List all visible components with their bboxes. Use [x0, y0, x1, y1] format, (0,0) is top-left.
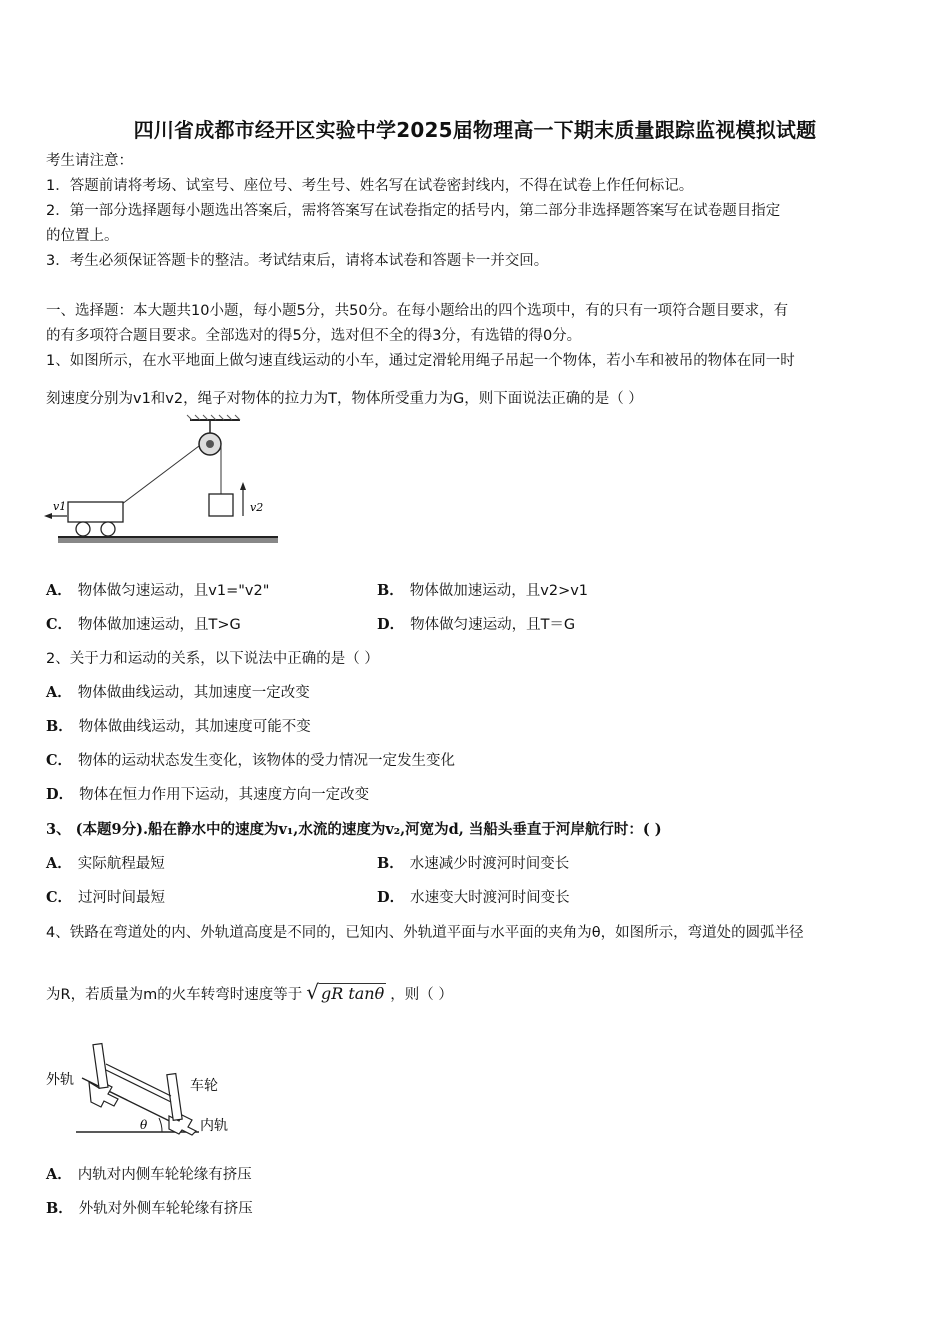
notice-item: 3．考生必须保证答题卡的整洁。考试结束后，请将本试卷和答题卡一并交回。: [46, 253, 549, 269]
wheel-icon: [101, 522, 115, 536]
q4-option-a[interactable]: [46, 1165, 252, 1185]
page-title: 四川省成都市经开区实验中学2025届物理高一下期末质量跟踪监视模拟试题: [133, 118, 817, 142]
question-4-stem-line2: [46, 978, 453, 1009]
option-text: 物体做匀速运动，且T＝G: [410, 617, 576, 633]
q3-option-b[interactable]: [377, 854, 569, 874]
question-2-stem: 2、关于力和运动的关系，以下说法中正确的是（ ）: [46, 651, 379, 667]
q2-option-d[interactable]: [46, 785, 369, 805]
option-label: A．: [46, 684, 72, 701]
option-text: 物体做曲线运动，其加速度可能不变: [78, 719, 311, 735]
option-text: 物体做曲线运动，其加速度一定改变: [77, 685, 310, 701]
wheel-label: 车轮: [190, 1078, 218, 1094]
q3-option-a[interactable]: [46, 854, 165, 874]
option-label: D．: [46, 786, 74, 803]
q1-option-b[interactable]: [377, 581, 588, 601]
v1-label: v1: [53, 500, 67, 513]
option-label: C．: [46, 752, 73, 769]
q4-option-b[interactable]: [46, 1199, 253, 1219]
option-label: B．: [46, 1200, 73, 1217]
v2-label: v2: [250, 501, 264, 514]
option-text: 水速减少时渡河时间变长: [409, 856, 570, 872]
option-label: C．: [46, 889, 73, 906]
option-text: 外轨对外侧车轮轮缘有挤压: [78, 1201, 253, 1217]
q1-option-a[interactable]: [46, 581, 269, 601]
option-label: A．: [46, 582, 72, 599]
cart: [68, 502, 123, 522]
option-label: C．: [46, 616, 73, 633]
option-text: 物体的运动状态发生变化，该物体的受力情况一定发生变化: [78, 753, 456, 769]
notice-heading: 考生请注意：: [46, 153, 133, 169]
option-label: B．: [46, 718, 73, 735]
inner-rail-label: 内轨: [200, 1118, 228, 1134]
section-intro: 的有多项符合题目要求。全部选对的得5分，选对但不全的得3分，有选错的得0分。: [46, 328, 582, 344]
wheel-icon: [76, 522, 90, 536]
option-text: 内轨对内侧车轮轮缘有挤压: [77, 1167, 252, 1183]
pulley-cart-figure: [40, 414, 280, 554]
theta-label: θ: [140, 1118, 148, 1132]
notice-item: 的位置上。: [46, 228, 119, 244]
option-label: A．: [46, 855, 72, 872]
option-label: B．: [377, 582, 404, 599]
option-text: 物体做匀速运动，且v1="v2": [77, 583, 270, 599]
sqrt-formula: √ gR tanθ: [306, 980, 385, 1004]
q4-stem-post: ，则（ ）: [390, 987, 453, 1003]
q2-option-c[interactable]: [46, 751, 455, 771]
option-label: D．: [377, 889, 405, 906]
q3-option-d[interactable]: [377, 888, 570, 908]
q4-stem-pre: 为R，若质量为m的火车转弯时速度等于: [46, 987, 303, 1003]
q1-option-c[interactable]: [46, 615, 241, 635]
option-label: B．: [377, 855, 404, 872]
q2-option-b[interactable]: [46, 717, 311, 737]
banked-rail-figure: [44, 1030, 244, 1138]
formula-radicand: gR tanθ: [320, 984, 385, 1003]
notice-item: 1．答题前请将考场、试室号、座位号、考生号、姓名写在试卷密封线内，不得在试卷上作任何标记。: [46, 178, 694, 194]
option-label: D．: [377, 616, 405, 633]
q2-option-a[interactable]: [46, 683, 310, 703]
question-1-stem: 刻速度分别为v1和v2，绳子对物体的拉力为T，物体所受重力为G，则下面说法正确的是（ ）: [46, 391, 643, 407]
q1-option-d[interactable]: [377, 615, 575, 635]
hanging-block: [209, 494, 233, 516]
option-text: 物体做加速运动，且T>G: [78, 617, 241, 633]
outer-rail-label: 外轨: [46, 1072, 74, 1088]
notice-item: 2．第一部分选择题每小题选出答案后，需将答案写在试卷指定的括号内，第二部分非选择题答案写在试卷题目指定: [46, 203, 781, 219]
option-text: 物体做加速运动，且v2>v1: [409, 583, 589, 599]
option-text: 水速变大时渡河时间变长: [410, 890, 570, 906]
option-label: A．: [46, 1166, 72, 1183]
question-1-stem: 1、如图所示，在水平地面上做匀速直线运动的小车，通过定滑轮用绳子吊起一个物体，若小车和被吊的物体在同一时: [46, 353, 795, 369]
q3-option-c[interactable]: [46, 888, 165, 908]
option-text: 物体在恒力作用下运动，其速度方向一定改变: [79, 787, 370, 803]
option-text: 过河时间最短: [78, 890, 166, 906]
question-3-stem: 3、 (本题9分).船在静水中的速度为v₁,水流的速度为v₂,河宽为d, 当船头垂直于河岸航行时：( ): [46, 821, 662, 838]
section-intro: 一、选择题：本大题共10小题，每小题5分，共50分。在每小题给出的四个选项中，有的只有一项符合题目要求，有: [46, 303, 789, 319]
question-4-stem: 4、铁路在弯道处的内、外轨道高度是不同的，已知内、外轨道平面与水平面的夹角为θ，如图所示，弯道处的圆弧半径: [46, 925, 804, 941]
option-text: 实际航程最短: [77, 856, 165, 872]
